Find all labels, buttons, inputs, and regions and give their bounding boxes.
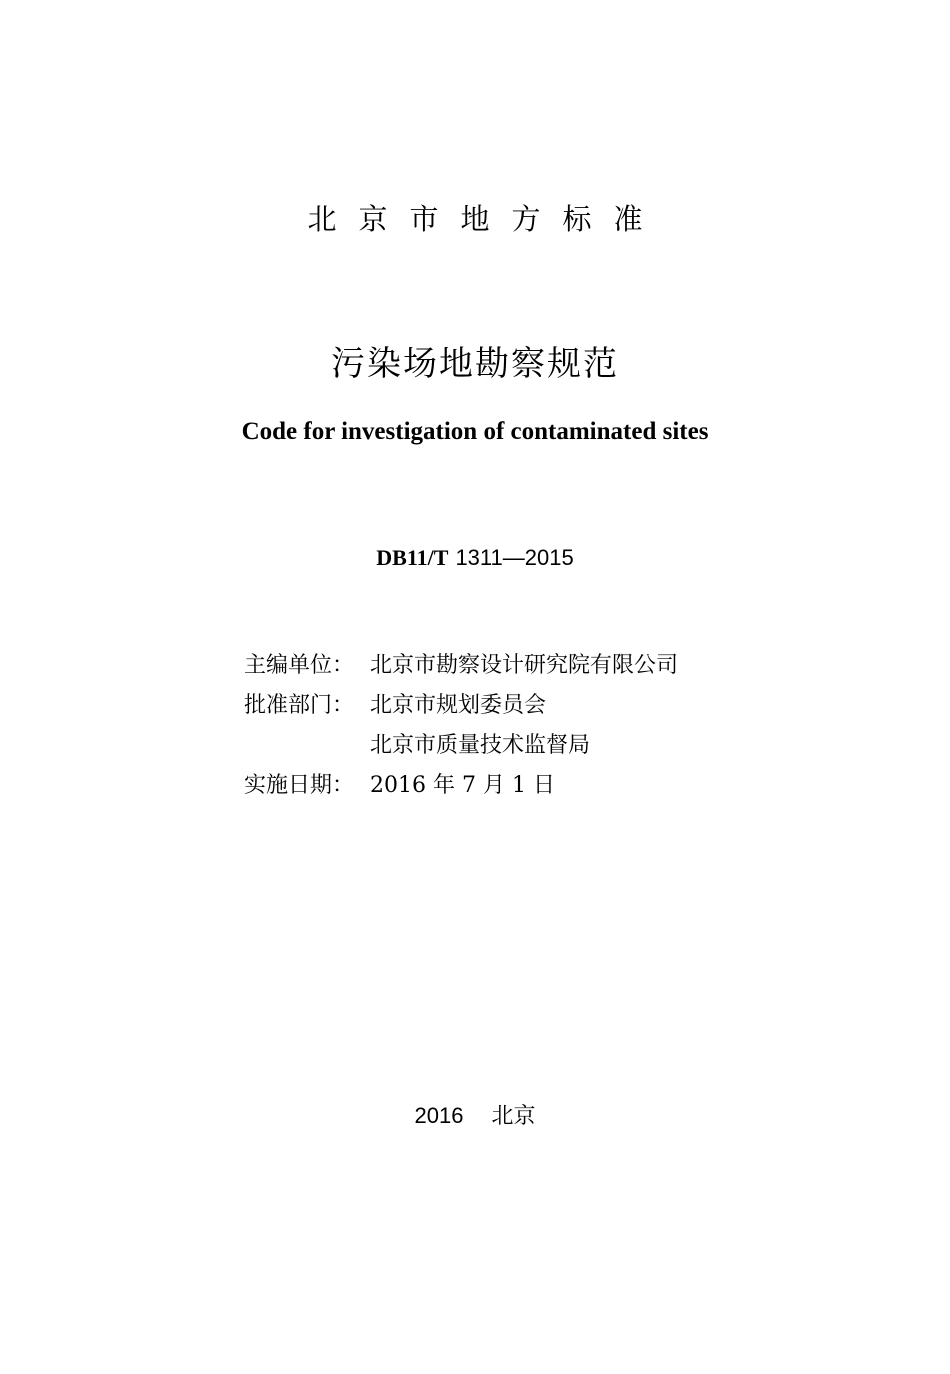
standard-number-value: 1311—2015 (455, 545, 574, 570)
effective-date-value: 2016 年 7 月 1 日 (370, 773, 555, 798)
editor-label: 主编单位： (244, 653, 355, 678)
effective-date-label: 实施日期： (244, 773, 355, 798)
publication-city: 北京 (491, 1104, 536, 1129)
editor-value: 北京市勘察设计研究院有限公司 (370, 653, 679, 678)
approver-label: 批准部门： (244, 693, 355, 718)
publication-year: 2016 (414, 1103, 464, 1128)
standard-number-prefix: DB11/T (376, 545, 449, 570)
document-title-english: Code for investigation of contaminated sites (241, 418, 709, 445)
info-row-editor (244, 646, 804, 686)
standard-number (0, 543, 950, 574)
approver-value-2: 北京市质量技术监督局 (370, 733, 591, 758)
info-row-approver-2 (244, 726, 804, 766)
info-row-approver (244, 686, 804, 726)
publication-footer (0, 1100, 950, 1133)
approver-value-1: 北京市规划委员会 (370, 693, 547, 718)
document-title-chinese: 污染场地勘察规范 (331, 344, 619, 384)
info-row-effective-date (244, 766, 804, 806)
standard-category-heading: 北京市地方标准 (307, 202, 665, 236)
